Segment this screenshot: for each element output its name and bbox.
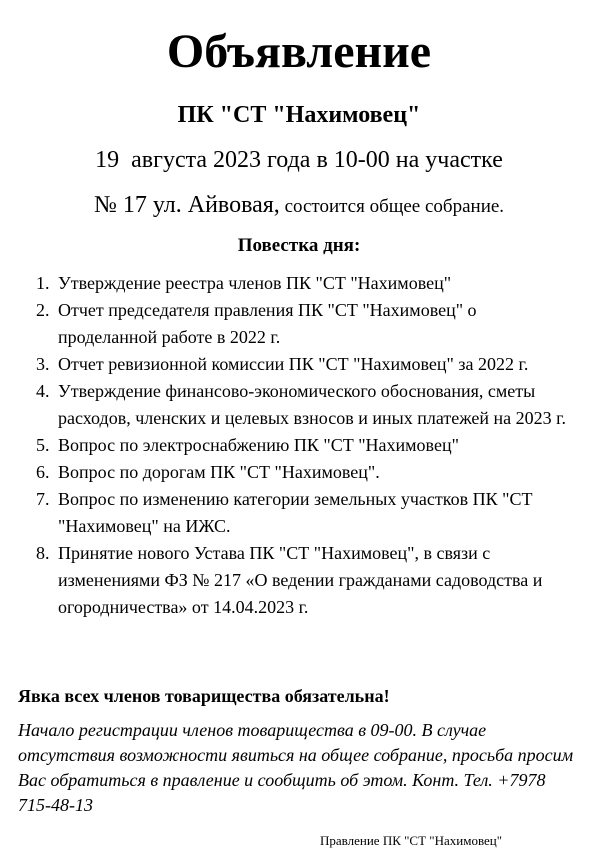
agenda-item-number: 4. [36, 381, 50, 401]
agenda-item [18, 459, 578, 486]
agenda-item-number: 8. [36, 543, 50, 563]
meeting-place-main: № 17 ул. Айвовая, [93, 192, 280, 218]
agenda-item-text: Вопрос по дорогам ПК "СТ "Нахимовец". [58, 462, 380, 482]
agenda-item-text: Утверждение финансово-экономического обоснования, сметы расходов, членских и целевых взносов и иных платежей на 2023 г. [58, 381, 566, 428]
organization-name: ПК "СТ "Нахимовец" [177, 102, 421, 128]
agenda-item-text: Отчет ревизионной комиссии ПК "СТ "Нахимовец" за 2022 г. [58, 354, 529, 374]
agenda-item [18, 351, 578, 378]
announcement-title: Объявление [166, 25, 432, 78]
agenda-item-text: Вопрос по изменению категории земельных участков ПК "СТ "Нахимовец" на ИЖС. [58, 489, 533, 536]
agenda-item-number: 7. [36, 489, 50, 509]
agenda-item-text: Принятие нового Устава ПК "СТ "Нахимовец", в связи с изменениями ФЗ № 217 «О ведении гражданами садоводства и огородничества» от 14.04.2023 г. [58, 543, 543, 617]
agenda-item-text: Отчет председателя правления ПК "СТ "Нахимовец" о проделанной работе в 2022 г. [58, 300, 477, 347]
agenda-title: Повестка дня: [237, 235, 361, 256]
agenda-item [18, 378, 578, 432]
agenda-item-text: Вопрос по электроснабжению ПК "СТ "Нахимовец" [58, 435, 459, 455]
registration-info: Начало регистрации членов товарищества в 09-00. В случае отсутствия возможности явиться на общее собрание, просьба просим Вас обратиться в правление и сообщить об этом. Конт. Тел. +7978 715-48-13 [18, 720, 574, 815]
meeting-place [0, 189, 598, 223]
agenda-list [18, 270, 578, 621]
agenda-item-number: 2. [36, 300, 50, 320]
agenda-item [18, 297, 578, 351]
signature: Правление ПК "СТ "Нахимовец" [320, 833, 503, 848]
agenda-item-number: 5. [36, 435, 50, 455]
agenda-item [18, 486, 578, 540]
agenda-item [18, 270, 578, 297]
agenda-item [18, 432, 578, 459]
attendance-notice: Явка всех членов товарищества обязательна! [18, 686, 390, 706]
meeting-place-suffix: состоится общее собрание. [279, 196, 505, 217]
agenda-item [18, 540, 578, 621]
agenda-item-number: 3. [36, 354, 50, 374]
agenda-item-number: 6. [36, 462, 50, 482]
agenda-item-text: Утверждение реестра членов ПК "СТ "Нахимовец" [58, 273, 452, 293]
meeting-date: 19 августа 2023 года в 10-00 на участке [95, 147, 503, 173]
agenda-item-number: 1. [36, 273, 50, 293]
